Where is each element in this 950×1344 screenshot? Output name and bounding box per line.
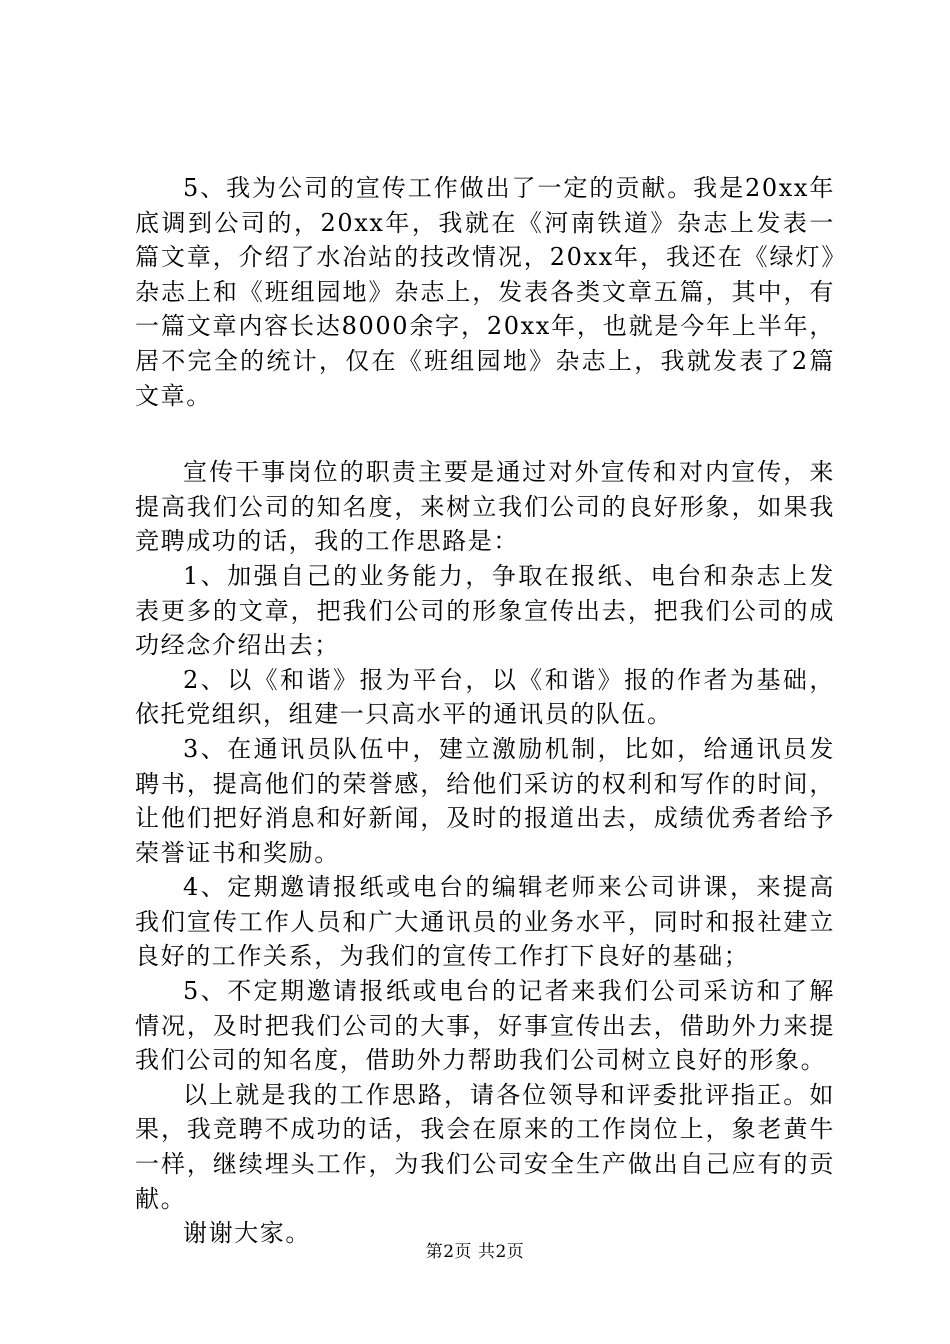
- paragraph-spacer: [135, 413, 835, 455]
- paragraph-plan-1: 1、加强自己的业务能力，争取在报纸、电台和杂志上发表更多的文章，把我们公司的形象宣传出去，把我们公司的成功经念介绍出去；: [135, 561, 835, 660]
- paragraph-plan-2: 2、以《和谐》报为平台，以《和谐》报的作者为基础，依托党组织，组建一只高水平的通讯员的队伍。: [135, 665, 835, 729]
- paragraph-plan-3: 3、在通讯员队伍中，建立激励机制，比如，给通讯员发聘书，提高他们的荣誉感，给他们采访的权利和写作的时间，让他们把好消息和好新闻，及时的报道出去，成绩优秀者给予荣誉证书和奖励。: [135, 734, 835, 867]
- paragraph-thanks: 谢谢大家。: [183, 1219, 311, 1248]
- document-body: [135, 171, 835, 1251]
- paragraph-plan-5: 5、不定期邀请报纸或电台的记者来我们公司采访和了解情况，及时把我们公司的大事，好事宣传出去，借助外力来提我们公司的知名度，借助外力帮助我们公司树立良好的形象。: [135, 977, 835, 1075]
- paragraph-conclusion: 以上就是我的工作思路，请各位领导和评委批评指正。如果，我竞聘不成功的话，我会在原来的工作岗位上，象老黄牛一样，继续埋头工作，为我们公司安全生产做出自己应有的贡献。: [135, 1080, 835, 1213]
- paragraph-contribution: 5、我为公司的宣传工作做出了一定的贡献。我是20xx年底调到公司的，20xx年，我就在《河南铁道》杂志上发表一篇文章，介绍了水冶站的技改情况，20xx年，我还在《绿灯》杂志上和《班组园地》杂志上，发表各类文章五篇，其中，有一篇文章内容长达8000余字，20xx年，也就是今年上半年，居不完全的统计，仅在《班组园地》杂志上，我就发表了2篇文章。: [135, 174, 835, 410]
- paragraph-role-duties: 宣传干事岗位的职责主要是通过对外宣传和对内宣传，来提高我们公司的知名度，来树立我们公司的良好形象，如果我竞聘成功的话，我的工作思路是：: [135, 458, 835, 556]
- paragraph-plan-4: 4、定期邀请报纸或电台的编辑老师来公司讲课，来提高我们宣传工作人员和广大通讯员的业务水平，同时和报社建立良好的工作关系，为我们的宣传工作打下良好的基础；: [135, 873, 835, 971]
- page-number-footer: 第2页 共2页: [425, 1242, 525, 1262]
